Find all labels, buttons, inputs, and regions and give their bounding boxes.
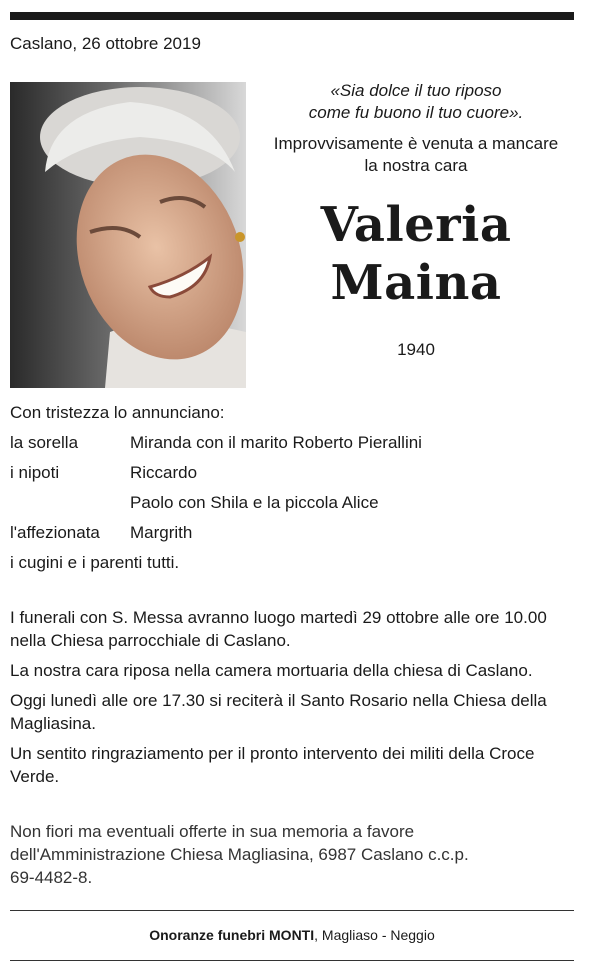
footer-divider-top <box>10 910 574 911</box>
relative-names: Paolo con Shila e la piccola Alice <box>130 493 379 512</box>
quote-line-2: come fu buono il tuo cuore». <box>308 103 524 122</box>
intro-text <box>252 133 580 177</box>
announcement-closing: i cugini e i parenti tutti. <box>10 553 180 572</box>
resting-place: La nostra cara riposa nella camera mortuaria della chiesa di Caslano. <box>10 661 533 680</box>
intro-line-1: Improvvisamente è venuta a mancare <box>273 134 559 153</box>
date-line: Caslano, 26 ottobre 2019 <box>10 34 201 53</box>
portrait-photo <box>10 82 246 388</box>
relative-role: i nipoti <box>10 463 60 482</box>
funeral-home-name: Onoranze funebri MONTI <box>149 927 315 943</box>
intro-line-2: la nostra cara <box>364 156 468 175</box>
last-name: Maina <box>330 255 502 311</box>
relative-names: Miranda con il marito Roberto Pierallini <box>130 433 422 452</box>
footer-divider-bottom <box>10 960 574 961</box>
funeral-home-locations: , Magliaso - Neggio <box>314 927 435 943</box>
donation-note: Non fiori ma eventuali offerte in sua memoria a favore dell'Amministrazione Chiesa Magliasina, 6987 Caslano c.c.p. 69-4482-8. <box>10 822 469 887</box>
relative-names: Margrith <box>130 523 193 542</box>
first-name: Valeria <box>320 197 512 253</box>
quote-line-1: «Sia dolce il tuo riposo <box>330 81 502 100</box>
memorial-quote <box>252 80 580 124</box>
funeral-home-credit <box>10 927 574 943</box>
relative-role: la sorella <box>10 433 79 452</box>
relative-names: Riccardo <box>130 463 198 482</box>
birth-year: 1940 <box>397 340 435 359</box>
rosary-details: Oggi lunedì alle ore 17.30 si reciterà il Santo Rosario nella Chiesa della Magliasina. <box>10 691 547 733</box>
thanks-note: Un sentito ringraziamento per il pronto intervento dei militi della Croce Verde. <box>10 744 535 786</box>
top-divider <box>10 12 574 20</box>
relative-role: l'affezionata <box>10 523 100 542</box>
funeral-details: I funerali con S. Messa avranno luogo martedì 29 ottobre alle ore 10.00 nella Chiesa parrocchiale di Caslano. <box>10 608 547 650</box>
announcement-lead: Con tristezza lo annunciano: <box>10 403 225 422</box>
deceased-name <box>252 196 580 312</box>
